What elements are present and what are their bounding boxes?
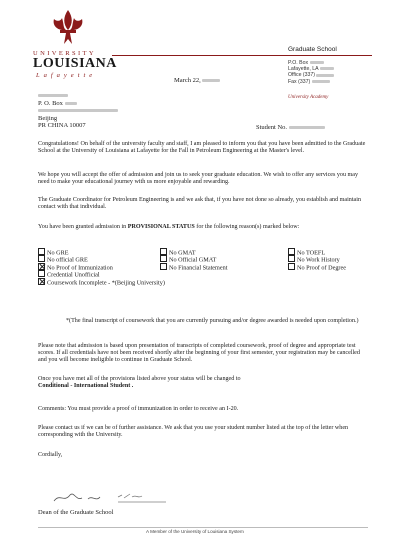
redacted-text xyxy=(38,94,68,97)
provisional-suffix: for the following reason(s) marked below: xyxy=(196,224,300,230)
checkbox-icon xyxy=(160,263,167,270)
paragraph-admission-note: Please note that admission is based upon presentation of transcripts of completed coursework, proof of degree and appropriate test scores. If all credentials have not been received shortly after the beginning of your first semester, your registration may be cancelled and you will become ineligible to continue in Graduate School. xyxy=(38,343,360,364)
footer-system-note: A Member of the University of Louisiana System xyxy=(146,529,244,534)
paragraph-welcome: We hope you will accept the offer of admission and join us to seek your graduate education. We wish to offer any services you may need to make your educational journey with us more enjoyable and rewarding. xyxy=(38,172,359,186)
signer-title: Dean of the Graduate School xyxy=(38,509,114,516)
check-no-proof-degree xyxy=(288,263,346,272)
checked-checkbox-icon xyxy=(38,278,45,285)
fleur-de-lis-logo-icon xyxy=(48,8,88,48)
checked-checkbox-icon xyxy=(38,263,45,270)
letterhead-campus: Lafayette xyxy=(36,72,97,79)
fax-label: Fax (337) xyxy=(288,78,311,85)
check-label: No Proof of Degree xyxy=(297,264,346,272)
checkbox-icon xyxy=(160,248,167,255)
redacted-text xyxy=(289,126,325,129)
check-label: No GRE xyxy=(47,249,69,257)
status-change-text: Once you have met all of the provisions listed above your status will be changed to xyxy=(38,376,241,382)
transcript-footnote: *(The final transcript of coursework that you are currently pursuing and/or degree awarded is needed upon completion.) xyxy=(66,318,359,324)
recipient-po-box: P. O. Box xyxy=(38,99,63,107)
redacted-text xyxy=(38,109,118,112)
letterhead-tagline: University Academy xyxy=(288,95,329,100)
checkbox-icon xyxy=(288,255,295,262)
check-label: No TOEFL xyxy=(297,249,326,257)
checkbox-icon xyxy=(288,248,295,255)
checkbox-icon xyxy=(288,263,295,270)
redacted-text xyxy=(312,80,330,83)
letterhead-university-name: LOUISIANA xyxy=(33,56,117,71)
signature-icon xyxy=(52,489,182,507)
letterhead-rule xyxy=(112,55,372,56)
check-label: No Proof of Immunization xyxy=(47,264,113,272)
check-label: No Work History xyxy=(297,256,340,264)
check-label: No Official GMAT xyxy=(169,256,217,264)
letter-date xyxy=(174,77,220,84)
redacted-text xyxy=(310,61,324,64)
checkbox-icon xyxy=(38,270,45,277)
check-label: No official GRE xyxy=(47,256,88,264)
student-number xyxy=(256,124,325,131)
checkbox-icon xyxy=(38,255,45,262)
paragraph-coordinator: The Graduate Coordinator for Petroleum Engineering is and we ask that, if you have not done so already, you establish and maintain contact with that individual. xyxy=(38,197,361,211)
new-status: Conditional - International Student . xyxy=(38,383,134,390)
checkbox-icon xyxy=(160,255,167,262)
closing-salutation: Cordially, xyxy=(38,452,63,458)
paragraph-contact: Please contact us if we can be of further assistance. We ask that you use your student number listed at the top of the letter when corresponding with the University. xyxy=(38,425,349,439)
checkbox-icon xyxy=(38,248,45,255)
provisional-prefix: You have been granted admission in xyxy=(38,224,127,230)
check-no-financial-statement xyxy=(160,263,227,272)
footer-rule xyxy=(38,527,368,528)
paragraph-congratulations: Congratulations! On behalf of the university faculty and staff, I am pleased to inform you that you have been admitted to the Graduate School at the University of Louisiana at Lafayette for the Fall in Petroleum Engineering at the Master's level. xyxy=(38,141,366,155)
letterhead-university-word: UNIVERSITY xyxy=(33,50,96,57)
paragraph-comments: Comments: You must provide a proof of immunization in order to receive an I-20. xyxy=(38,406,239,412)
redacted-text xyxy=(65,102,77,105)
address-line-2: Lafayette, LA xyxy=(288,66,319,73)
check-coursework-incomplete xyxy=(38,278,165,287)
recipient-country: PR CHINA 10007 xyxy=(38,122,86,130)
redacted-text xyxy=(316,74,334,77)
paragraph-status-change xyxy=(38,376,368,390)
paragraph-provisional xyxy=(38,224,368,231)
check-label: Credential Unofficial xyxy=(47,271,100,279)
recipient-address xyxy=(38,92,118,130)
letter-date-text: March 22, xyxy=(174,77,201,84)
check-label: No GMAT xyxy=(169,249,196,257)
redacted-text xyxy=(320,67,334,70)
check-label: Coursework Incomplete - *(Beijing University) xyxy=(47,279,165,287)
address-line-1: P.O. Box xyxy=(288,60,309,66)
check-label: No Financial Statement xyxy=(169,264,228,272)
redacted-text xyxy=(202,79,220,82)
office-phone-label: Office (337) xyxy=(288,72,316,79)
letterhead-department: Graduate School xyxy=(288,46,337,53)
recipient-city: Beijing xyxy=(38,114,58,122)
letterhead-address xyxy=(288,60,334,85)
student-number-label: Student No. xyxy=(256,124,288,131)
provisional-status: PROVISIONAL STATUS xyxy=(127,224,195,230)
